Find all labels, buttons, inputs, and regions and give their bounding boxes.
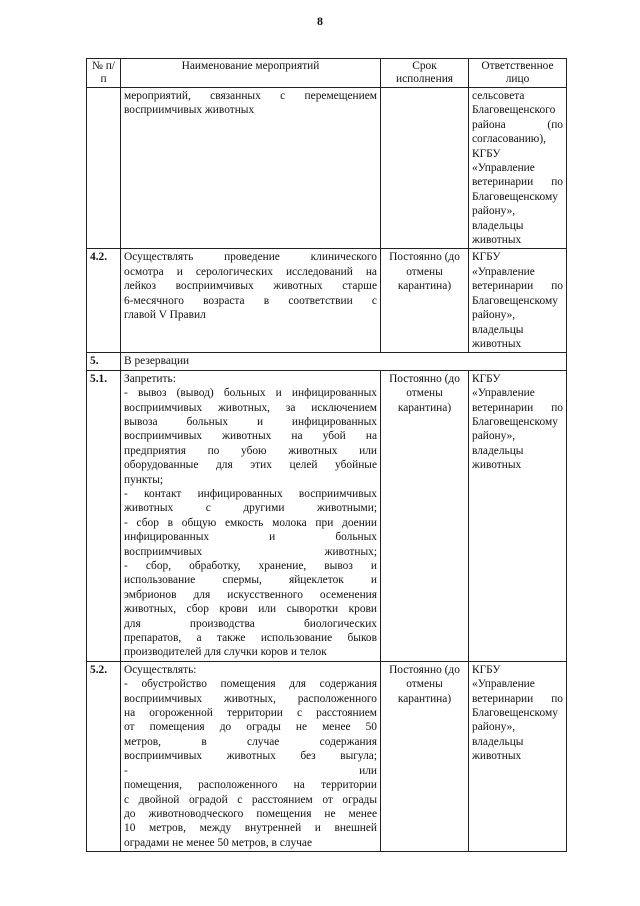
measure-text-line: Осуществлять проведение клинического	[124, 251, 377, 264]
measure-text-line: восприимчивых животных на убой на	[124, 430, 377, 443]
responsible-text-line: животных	[472, 750, 522, 763]
measure-text-line: метров, в случае содержания	[124, 735, 377, 748]
responsible-text-line: животных	[472, 337, 522, 350]
measure-text-line: до животноводческого помещения не менее	[124, 807, 377, 820]
responsible-text-line: Благовещенскому	[472, 190, 558, 203]
measure-text-line: вывоза больных и инфицированных	[124, 415, 377, 428]
measure-text-line: 10 метров, между внутренней и внешней	[124, 822, 377, 835]
measure-text-line: животных с другими животными;	[124, 502, 377, 515]
responsible-text-line: району»,	[472, 430, 516, 443]
responsible-text-line: животных	[472, 234, 522, 247]
measure-term: Постоянно (до отмены карантина)	[381, 661, 469, 851]
row-number	[87, 88, 121, 249]
header-responsible: Ответственное лицо	[469, 59, 567, 88]
header-num: № п/п	[87, 59, 121, 88]
table-row	[87, 88, 567, 249]
measure-text-line: главой V Правил	[124, 309, 206, 322]
measure-text-line: - контакт инфицированных восприимчивых	[124, 487, 377, 500]
measure-responsible	[469, 88, 567, 249]
responsible-text-line: Благовещенскому	[472, 415, 558, 428]
measure-text-line: - сбор, обработку, хранение, вывоз и	[124, 560, 377, 572]
table-row	[87, 353, 567, 370]
measure-term: Постоянно (до отмены карантина)	[381, 370, 469, 661]
responsible-text-line: району»,	[472, 309, 516, 322]
responsible-text-line: ветеринарии по	[472, 401, 563, 414]
responsible-text-line: Благовещенскому	[472, 294, 558, 307]
table-row	[87, 370, 567, 661]
measure-text-line: восприимчивых животных, расположенного	[124, 692, 377, 705]
measure-text-line: производителей для случки коров и телок	[124, 646, 327, 659]
responsible-text-line: владельцы	[472, 323, 524, 336]
responsible-text-line: ветеринарии по	[472, 176, 563, 189]
measure-text-line: восприимчивых животных, за исключением	[124, 401, 377, 414]
measure-text-line: от помещения до ограды не менее 50	[124, 721, 377, 734]
responsible-text-line: ветеринарии по	[472, 692, 563, 705]
measure-text-line: восприимчивых животных без выгула;	[124, 750, 377, 763]
measures-table	[86, 58, 567, 852]
measure-term: Постоянно (до отмены карантина)	[381, 249, 469, 353]
measure-description	[121, 88, 381, 249]
header-term: Срок исполнения	[381, 59, 469, 88]
responsible-text-line: КГБУ «Управление	[472, 147, 535, 175]
measure-text-line: оборудованные для этих целей убойные	[124, 459, 377, 472]
measure-text-line: для производства биологических	[124, 617, 377, 630]
measure-text-line: - обустройство помещения для содержания	[124, 678, 377, 691]
responsible-text-line: владельцы	[472, 444, 524, 457]
measure-text-line: на огороженной территории с расстоянием	[124, 707, 377, 720]
table-row	[87, 661, 567, 851]
measure-text-line: - или	[124, 764, 377, 777]
row-number: 5.1.	[87, 370, 121, 661]
measure-text-line: Запретить:	[124, 372, 176, 385]
measure-responsible	[469, 249, 567, 353]
responsible-text-line: согласованию),	[472, 133, 546, 146]
page-number: 8	[317, 14, 323, 28]
measure-text-line: восприимчивых животных;	[124, 545, 377, 558]
row-number: 4.2.	[87, 249, 121, 353]
measure-text-line: мероприятий, связанных с перемещением	[124, 90, 377, 102]
measure-text-line: лейкоз восприимчивых животных старше	[124, 280, 377, 293]
measure-text-line: использование спермы, яйцеклеток и	[124, 574, 377, 587]
measure-text-line: предприятия по убою животных или	[124, 444, 377, 457]
responsible-text-line: району»,	[472, 205, 516, 218]
measure-responsible	[469, 661, 567, 851]
header-name: Наименование мероприятий	[121, 59, 381, 88]
measure-text-line: осмотра и серологических исследований на	[124, 265, 377, 278]
responsible-text-line: КГБУ «Управление	[472, 663, 535, 691]
table-header-row	[87, 59, 567, 88]
responsible-text-line: владельцы	[472, 735, 524, 748]
responsible-text-line: сельсовета	[472, 90, 525, 102]
measure-text-line: помещения, расположенного на территории	[124, 779, 377, 792]
measure-text-line: - сбор в общую емкость молока при доении	[124, 516, 377, 529]
responsible-text-line: району»,	[472, 721, 516, 734]
section-title: В резервации	[121, 353, 567, 370]
responsible-text-line: животных	[472, 459, 522, 472]
responsible-text-line: Благовещенскому	[472, 707, 558, 720]
responsible-text-line: владельцы	[472, 219, 524, 232]
measure-text-line: Осуществлять:	[124, 663, 197, 676]
row-number: 5.2.	[87, 661, 121, 851]
measure-description	[121, 370, 381, 661]
row-number: 5.	[87, 353, 121, 370]
measure-text-line: эмбрионов для искусственного осеменения	[124, 588, 377, 601]
measure-text-line: - вывоз (вывод) больных и инфицированных	[124, 387, 377, 400]
measure-text-line: животных, сбор крови или сыворотки крови	[124, 603, 377, 616]
measure-text-line: препаратов, а также использование быков	[124, 632, 377, 645]
responsible-text-line: ветеринарии по	[472, 280, 563, 293]
measure-text-line: пункты;	[124, 473, 164, 486]
measure-responsible	[469, 370, 567, 661]
measure-description	[121, 661, 381, 851]
measure-text-line: с двойной оградой с расстоянием от ограды	[124, 793, 377, 806]
measure-text-line: инфицированных и больных	[124, 531, 377, 544]
responsible-text-line: района (по	[472, 118, 563, 131]
measure-description	[121, 249, 381, 353]
responsible-text-line: КГБУ «Управление	[472, 372, 535, 400]
measure-term	[381, 88, 469, 249]
responsible-text-line: КГБУ «Управление	[472, 251, 535, 278]
measure-text-line: оградами не менее 50 метров, в случае	[124, 836, 313, 849]
responsible-text-line: Благовещенского	[472, 104, 556, 117]
measure-text-line: восприимчивых животных	[124, 104, 255, 117]
table-row	[87, 249, 567, 353]
measure-text-line: 6-месячного возраста в соответствии с	[124, 294, 377, 307]
